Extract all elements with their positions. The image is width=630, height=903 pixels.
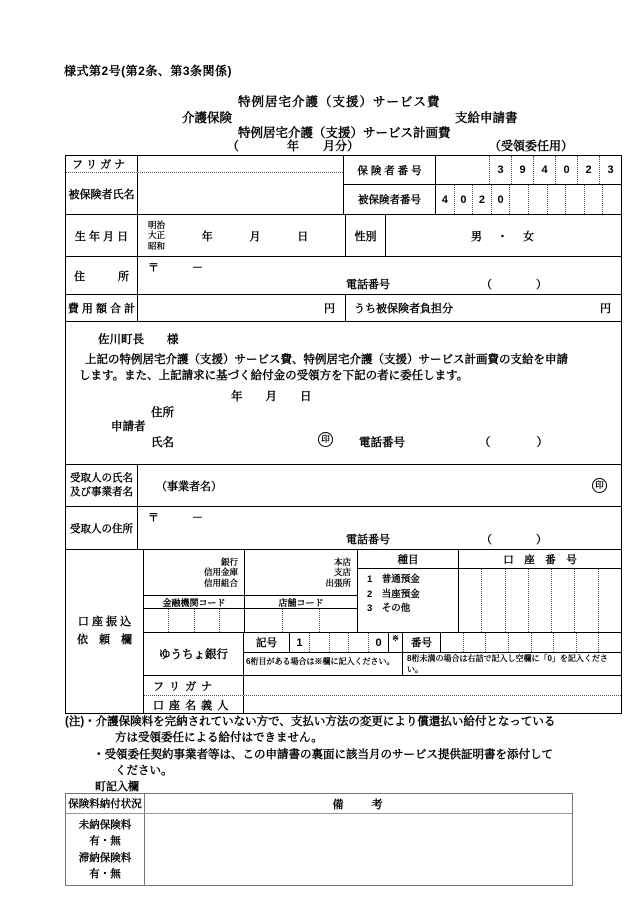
remarks-label: 備 考 — [332, 798, 385, 811]
insured-identity-rows — [66, 156, 621, 214]
tel-label: 電話番号 — [346, 534, 390, 546]
unpaid-premium-choice: 有・無 — [89, 835, 121, 848]
branch-code-cell — [319, 609, 357, 632]
kigo-cell — [309, 633, 329, 652]
title-line2: 特例居宅介護（支援）サービス計画費 — [238, 126, 451, 140]
bank-code-cell — [144, 609, 168, 632]
footnote-line: 方は受領委任による給付はできません。 — [115, 732, 323, 745]
insured-burden-label: うち被保険者負担分 — [354, 303, 453, 315]
business-name-placeholder: （事業者名） — [156, 480, 222, 493]
insured-number-cell — [528, 185, 547, 214]
insured-number-cell: 2 — [472, 185, 491, 214]
insured-number-cell: 4 — [441, 193, 448, 206]
payee-name-label-line1: 受取人の氏名 — [70, 471, 133, 484]
bango-cells — [441, 633, 621, 652]
bank-code-cells — [144, 609, 244, 632]
premium-status-label: 保険料納付状況 — [66, 794, 145, 813]
account-holder-row — [144, 696, 621, 713]
birthdate-row — [66, 214, 621, 256]
address-field — [138, 257, 621, 294]
account-type-options: 1 普通預金 2 当座預金 3 その他 — [367, 574, 420, 615]
remarks-field — [145, 814, 572, 885]
premium-status-rows — [66, 814, 145, 885]
insured-number-cell — [602, 185, 621, 214]
insurer-number-cell: 0 — [555, 156, 577, 184]
tel-label: 電話番号 — [346, 279, 390, 291]
application-text-line2: します。また、上記請求に基づく給付金の受領方を下記の者に委任します。 — [79, 370, 469, 382]
account-number-cell — [598, 569, 621, 632]
cost-total-field — [138, 295, 346, 321]
payee-name-field — [138, 465, 621, 506]
insurer-number-cell: 9 — [511, 156, 533, 184]
bango-label: 番号 — [402, 633, 441, 652]
era-options: 明治 大正 昭和 — [148, 220, 166, 251]
account-number-cell — [505, 569, 528, 632]
kigo-cell — [348, 633, 368, 652]
main-table — [65, 155, 622, 714]
payee-name-label-line2: 及び事業者名 — [70, 485, 133, 498]
yucho-bank-label: ゆうちょ銀行 — [144, 633, 244, 675]
unpaid-premium-label: 未納保険料 — [78, 818, 132, 831]
insurer-number-cell: 3 — [599, 156, 621, 184]
bank-type-options: 銀行 信用金庫 信用組合 — [203, 556, 238, 588]
account-number-cells — [459, 569, 621, 632]
account-type-label: 種目 — [358, 550, 458, 569]
delinquent-premium-label: 滞納保険料 — [78, 851, 132, 864]
bank-code-cell — [219, 609, 244, 632]
insurer-number-cell: 3 — [489, 156, 511, 184]
town-entry-table — [65, 793, 573, 886]
insured-name-label: 被保険者氏名 — [66, 173, 138, 214]
yen-unit: 円 — [324, 303, 335, 315]
furigana-label: フ リ ガ ナ — [66, 156, 138, 172]
seal-mark: 印 — [592, 478, 607, 493]
bango-cell — [441, 633, 463, 652]
insured-number-cell: 0 — [491, 185, 510, 214]
kigo-cell: 1 — [296, 636, 303, 649]
footnote-line: ・受領委任契約事業者等は、この申請書の裏面に該当月のサービス提供証明書を添付して — [93, 748, 553, 761]
postal-mark: 〒 － — [148, 262, 203, 274]
cost-total-row — [66, 294, 621, 321]
footnotes — [65, 714, 625, 779]
application-text-line1: 上記の特例居宅介護（支援）サービス費、特例居宅介護（支援）サービス計画費の支給を申請 — [85, 354, 568, 366]
account-number-cell — [481, 569, 504, 632]
account-furigana-field — [244, 676, 621, 695]
sex-label: 性別 — [346, 215, 386, 256]
account-number-cell — [551, 569, 574, 632]
birth-year-label: 年 — [201, 230, 213, 243]
applicant-address-label: 住所 — [151, 407, 174, 419]
bank-code-cell — [194, 609, 219, 632]
branch-code-cell — [282, 609, 320, 632]
insurer-number-spacer — [436, 156, 489, 184]
insured-number-cell — [584, 185, 603, 214]
payee-address-label: 受取人の住所 — [66, 507, 138, 549]
kigo-cell: 0 — [368, 633, 388, 652]
application-section — [66, 321, 621, 464]
bango-cell — [553, 633, 576, 652]
postal-mark: 〒 － — [148, 512, 203, 524]
form-number: 様式第2号(第2条、第3条関係) — [64, 64, 233, 78]
bango-cell — [598, 633, 621, 652]
yen-unit: 円 — [600, 303, 611, 315]
branch-type-options: 本店 支店 出張所 — [325, 556, 351, 588]
bank-transfer-section — [66, 549, 621, 713]
title-period: （ 年 月分） — [227, 139, 360, 153]
kigo-note: 6桁目がある場合は※欄に記入ください。 — [244, 653, 403, 675]
cost-total-label: 費 用 額 合 計 — [66, 295, 138, 321]
bango-cell — [576, 633, 599, 652]
bango-cell — [463, 633, 486, 652]
kome-mark: ※ — [388, 633, 402, 652]
insured-number-cell — [509, 185, 528, 214]
addressee: 佐川町長 様 — [98, 334, 179, 346]
bank-transfer-label: 口 座 振 込 依 頼 欄 — [66, 550, 144, 713]
address-row — [66, 256, 621, 294]
kigo-cells — [290, 633, 388, 652]
kigo-label: 記号 — [244, 633, 290, 652]
applicant-name-label: 氏名 — [151, 437, 174, 449]
footnote-line: ください。 — [115, 764, 173, 777]
account-number-cell — [528, 569, 551, 632]
furigana-field — [138, 156, 343, 172]
delinquent-premium-choice: 有・無 — [89, 867, 121, 880]
bango-cell — [508, 633, 531, 652]
sex-options: 男 ・ 女 — [471, 230, 536, 243]
title-insurance: 介護保険 — [182, 111, 233, 125]
insured-number-label: 被保険者番号 — [344, 185, 436, 214]
title-usage: （受領委任用） — [489, 139, 574, 153]
bango-note: 8桁未満の場合は右詰で記入し空欄に「0」を記入ください。 — [407, 654, 608, 674]
payee-name-row — [66, 464, 621, 506]
insured-number-cell: 0 — [454, 185, 473, 214]
branch-code-cell — [245, 609, 282, 632]
tel-blank: （ ） — [481, 279, 547, 291]
birth-day-label: 日 — [297, 230, 309, 243]
payee-address-field — [138, 507, 621, 549]
address-label: 住 所 — [66, 257, 138, 294]
account-holder-field — [244, 696, 621, 713]
bango-cell — [531, 633, 554, 652]
footnote-line: (注)・介護保険料を完納されていない方で、支払い方法の変更により償還払い給付となっている — [65, 716, 556, 728]
bank-code-label: 金融機関コード — [144, 595, 244, 609]
insurer-number-label: 保 険 者 番 号 — [344, 156, 436, 184]
town-entry-title: 町記入欄 — [95, 781, 139, 793]
insured-name-field — [138, 173, 343, 214]
branch-code-cells — [245, 609, 357, 632]
branch-code-label: 店舗コード — [245, 595, 357, 609]
title-line1: 特例居宅介護（支援）サービス費 — [238, 95, 441, 109]
yucho-bank-row — [144, 632, 621, 675]
insurer-number-cell: 2 — [577, 156, 599, 184]
account-holder-label: 口 座 名 義 人 — [144, 696, 244, 713]
birth-month-label: 月 — [249, 230, 261, 243]
bango-cell — [485, 633, 508, 652]
insured-burden-field — [346, 295, 621, 321]
applicant-tel-label: 電話番号 — [359, 437, 405, 449]
account-furigana-row — [144, 675, 621, 696]
insurer-number-cell: 4 — [533, 156, 555, 184]
application-date: 年 月 日 — [231, 391, 312, 403]
insured-number-cell — [547, 185, 566, 214]
bank-code-cell — [168, 609, 193, 632]
insured-number-cell — [565, 185, 584, 214]
payee-address-row — [66, 506, 621, 549]
kigo-cell — [329, 633, 349, 652]
account-number-label: 口 座 番 号 — [459, 550, 621, 569]
birthdate-label: 生 年 月 日 — [66, 215, 138, 256]
seal-mark: 印 — [318, 432, 333, 447]
applicant-tel-blank: （ ） — [479, 437, 548, 449]
title-application: 支給申請書 — [455, 111, 518, 125]
account-furigana-label: フ リ ガ ナ — [144, 676, 244, 695]
tel-blank: （ ） — [481, 534, 547, 546]
account-number-cell — [574, 569, 597, 632]
account-number-cell — [459, 569, 481, 632]
applicant-label: 申請者 — [111, 421, 146, 433]
